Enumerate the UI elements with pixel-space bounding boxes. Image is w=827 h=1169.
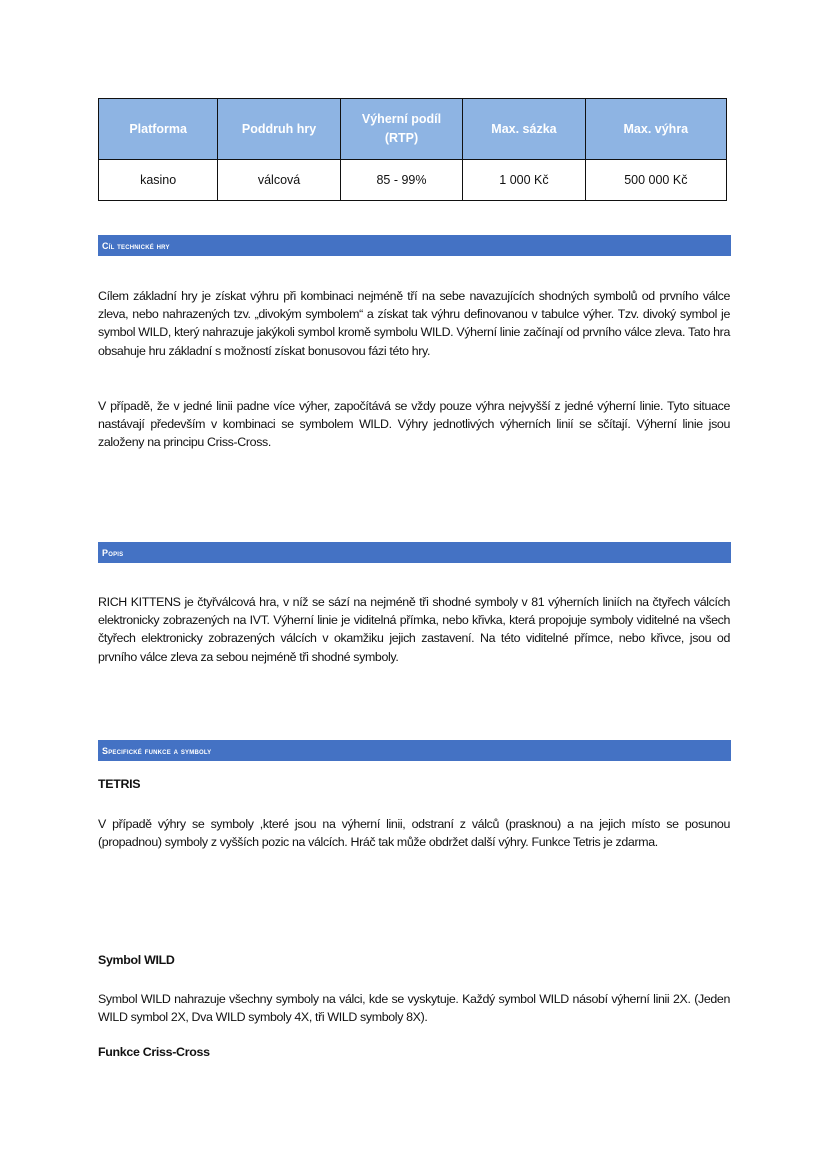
header-cell-text: Výherní podíl (RTP) <box>361 112 442 145</box>
subheading-tetris: TETRIS <box>98 777 141 791</box>
section-heading-cil: Cíl technické hry <box>98 235 731 256</box>
paragraph: Cílem základní hry je získat výhru při kombinaci nejméně tří na sebe navazujících shodných symbolů od prvního válce zleva, nebo nahrazených tzv. „divokým symbolem“ a získat tak výhru definovanou v tabulce výher. Tzv. divoký symbol je symbol WILD, který nahrazuje jakýkoli symbol kromě symbolu WILD. Výherní linie začínají od prvního válce zleva. Tato hra obsahuje hru základní s možností získat bonusovou fázi této hry. <box>98 289 730 358</box>
header-cell <box>340 99 462 160</box>
table-cell: 1 000 Kč <box>463 160 585 201</box>
header-cell: Platforma <box>99 99 218 160</box>
header-cell: Max. sázka <box>463 99 585 160</box>
header-cell: Poddruh hry <box>218 99 340 160</box>
table-cell: 500 000 Kč <box>585 160 726 201</box>
section-heading-popis: Popis <box>98 542 731 563</box>
table-cell: válcová <box>218 160 340 201</box>
subheading-criss-cross: Funkce Criss-Cross <box>98 1045 210 1059</box>
table-cell: 85 - 99% <box>340 160 462 201</box>
paragraph: Symbol WILD nahrazuje všechny symboly na válci, kde se vyskytuje. Každý symbol WILD násobí výherní linii 2X. (Jeden WILD symbol 2X, Dva WILD symboly 4X, tři WILD symboly 8X). <box>98 992 730 1025</box>
paragraph: RICH KITTENS je čtyřválcová hra, v níž se sází na nejméně tři shodné symboly v 81 výherních liniích na čtyřech válcích elektronicky zobrazených na IVT. Výherní linie je viditelná přímka, nebo křivka, která propojuje symboly viditelné na všech čtyřech elektronicky zobrazených válcích v okamžiku jejich zastavení. Na této viditelné přímce, nebo křivce, jsou od prvního válce zleva za sebou nejméně tři shodné symboly. <box>98 595 730 664</box>
table-row <box>99 160 727 201</box>
section-heading-funkce: Specifické funkce a symboly <box>98 740 731 761</box>
table-cell: kasino <box>99 160 218 201</box>
header-cell: Max. výhra <box>585 99 726 160</box>
table-header-row <box>99 99 727 160</box>
subheading-wild: Symbol WILD <box>98 953 175 967</box>
game-parameters-table <box>98 98 727 201</box>
paragraph: V případě výhry se symboly ,které jsou na výherní linii, odstraní z válců (prasknou) a na jejich místo se posunou (propadnou) symboly z vyšších pozic na válcích. Hráč tak může obdržet další výhry. Funkce Tetris je zdarma. <box>98 817 730 850</box>
paragraph: V případě, že v jedné linii padne více výher, započítává se vždy pouze výhra nejvyšší z jedné výherní linie. Tyto situace nastávají především v kombinaci se symbolem WILD. Výhry jednotlivých výherních linií se sčítají. Výherní linie jsou založeny na principu Criss-Cross. <box>98 399 730 450</box>
